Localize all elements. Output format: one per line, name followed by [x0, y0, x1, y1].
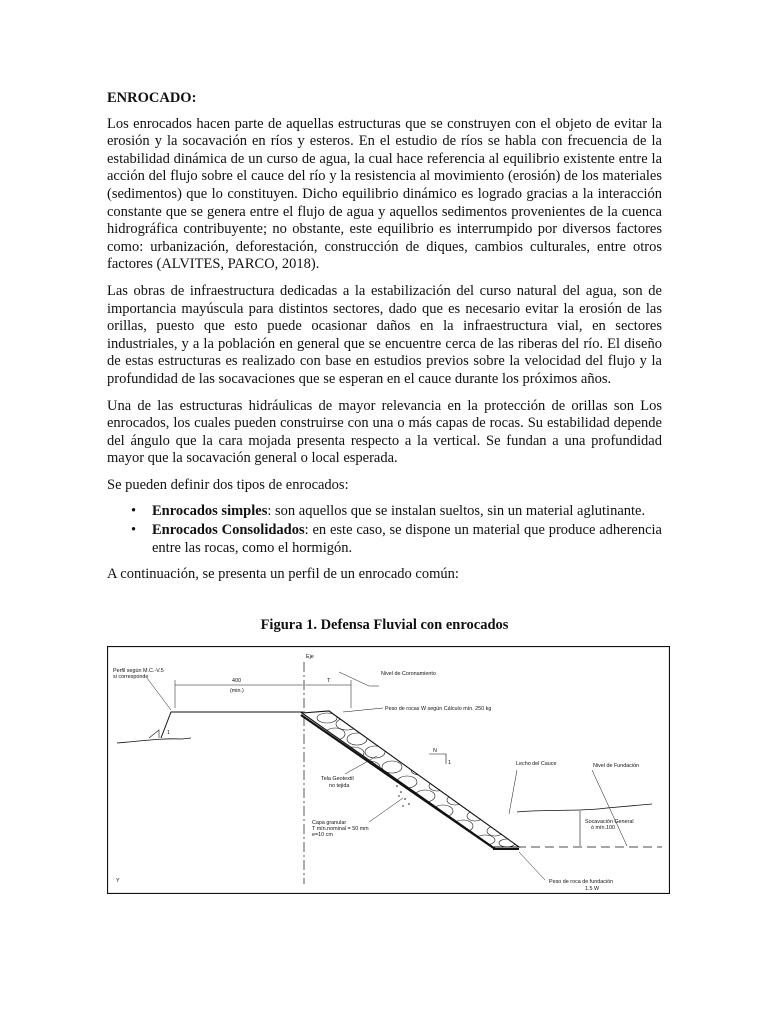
foundation-rock-label: Peso de roca de fundación — [549, 879, 614, 885]
granular-layer-label-2: T mín.nominal = 50 mm — [312, 826, 369, 832]
riverbed-label: Lecho del Cauce — [516, 761, 557, 767]
paragraph-2: Las obras de infraestructura dedicadas a la estabilización del curso natural del agua, son de importancia mayúscula para distintos sectores, dado que es necesario evitar la erosión de las orillas, puesto que esto puede ocasionar daños en la infraestructura vial, en sectores industriales, y a la población en general que se encuentre cerca de las riberas del río. El diseño de estas estructuras es realizado con base en estudios previos sobre la velocidad del flujo y la profundidad de las socavaciones que se esperan en el cauce durante los próximos años. — [107, 282, 662, 387]
leader-line — [369, 798, 403, 822]
scour-label-2: ó mín.100 — [591, 825, 615, 831]
profile-label: Perfil según M.C.-V.5 — [113, 668, 164, 674]
scour-label: Socavación General — [585, 819, 634, 825]
granular-layer-label: Capa granular — [312, 820, 347, 826]
leader-line — [519, 852, 545, 880]
riverbed-line — [517, 804, 652, 812]
dimension-400-label: 400 — [232, 678, 241, 684]
crest-level-label: Nivel de Coronamiento — [381, 671, 436, 677]
leader-line — [509, 770, 517, 814]
paragraph-1: Los enrocados hacen parte de aquellas estructuras que se construyen con el objeto de evitar la erosión y la socavación en ríos y esteros. En el estudio de ríos se habla con frecuencia de la estabilidad dinámica de un curso de agua, la cual hace referencia al equilibrio existente entre la acción del flujo sobre el cauce del río y la resistencia al movimiento (erosión) de los materiales (sedimentos) que lo constituyen. Dicho equilibrio dinámico es logrado gracias a la interacción constante que se genera entre el flujo de agua y aquellos sedimentos provenientes de la cuenca hidrográfica contribuyente; no obstante, este equilibrio es interrumpido por diversos factores como: urbanización, deforestación, construcción de diques, cambios culturales, entre otros factores (ALVITES, PARCO, 2018). — [107, 115, 662, 273]
dimension-t-label: T — [327, 678, 331, 684]
leader-line — [592, 770, 627, 846]
list-item — [107, 522, 662, 557]
bullet-text: : en este caso, se dispone un material que produce adherencia entre las rocas, como el hormigón. — [152, 522, 662, 556]
foundation-rock-value: 1.5 W — [585, 886, 600, 892]
figure-intro: A continuación, se presenta un perfil de un enrocado común: — [107, 566, 459, 583]
bullet-icon: • — [131, 522, 137, 539]
leader-line — [343, 708, 383, 712]
leader-line — [339, 672, 369, 686]
left-slope-1-label: 1 — [167, 730, 170, 736]
bullet-icon: • — [131, 503, 137, 520]
left-terrain-line — [117, 738, 191, 743]
figure-frame — [108, 647, 670, 894]
y-axis-label: Y — [116, 878, 120, 884]
left-slope-mark — [149, 730, 159, 738]
leader-line — [147, 678, 171, 710]
dimension-min-label: (min.) — [230, 688, 244, 694]
bullet-list — [107, 503, 662, 557]
list-item — [107, 503, 662, 521]
paragraph-3: Una de las estructuras hidráulicas de mayor relevancia en la protección de orillas son Los enrocados, los cuales pueden construirse con una o más capas de rocas. Su estabilidad depende del ángulo que la cara mojada presenta respecto a la vertical. Se fundan a una profundidad mayor que la socavación general o local esperada. — [107, 397, 662, 467]
embankment-crest — [161, 712, 303, 738]
profile-label-2: si corresponde — [113, 674, 149, 680]
enrocado-profile-drawing — [107, 646, 670, 894]
bullet-term: Enrocados simples — [152, 503, 268, 520]
section-heading: ENROCADO: — [107, 90, 197, 106]
slope-1-label: 1 — [448, 760, 451, 766]
figure-diagram — [107, 646, 670, 894]
figure-title: Figura 1. Defensa Fluvial con enrocados — [260, 617, 509, 633]
document-body — [107, 90, 662, 593]
geotextile-label: Tela Geotextil — [321, 776, 354, 782]
geotextile-label-2: no tejida — [329, 783, 350, 789]
foundation-level-label: Nivel de Fundación — [593, 763, 640, 769]
granular-layer-label-3: e=10 cm — [312, 832, 333, 838]
axis-label: Eje — [306, 654, 314, 660]
slope-indicator — [429, 754, 446, 764]
paragraph-4: Se pueden definir dos tipos de enrocados: — [107, 476, 349, 493]
slope-n-label: N — [433, 748, 437, 754]
bullet-term: Enrocados Consolidados — [152, 522, 305, 539]
rock-weight-label: Peso de rocas W según Cálculo mín. 250 kg — [385, 706, 492, 712]
bullet-text: : son aquellos que se instalan sueltos, sin un material aglutinante. — [267, 503, 646, 520]
